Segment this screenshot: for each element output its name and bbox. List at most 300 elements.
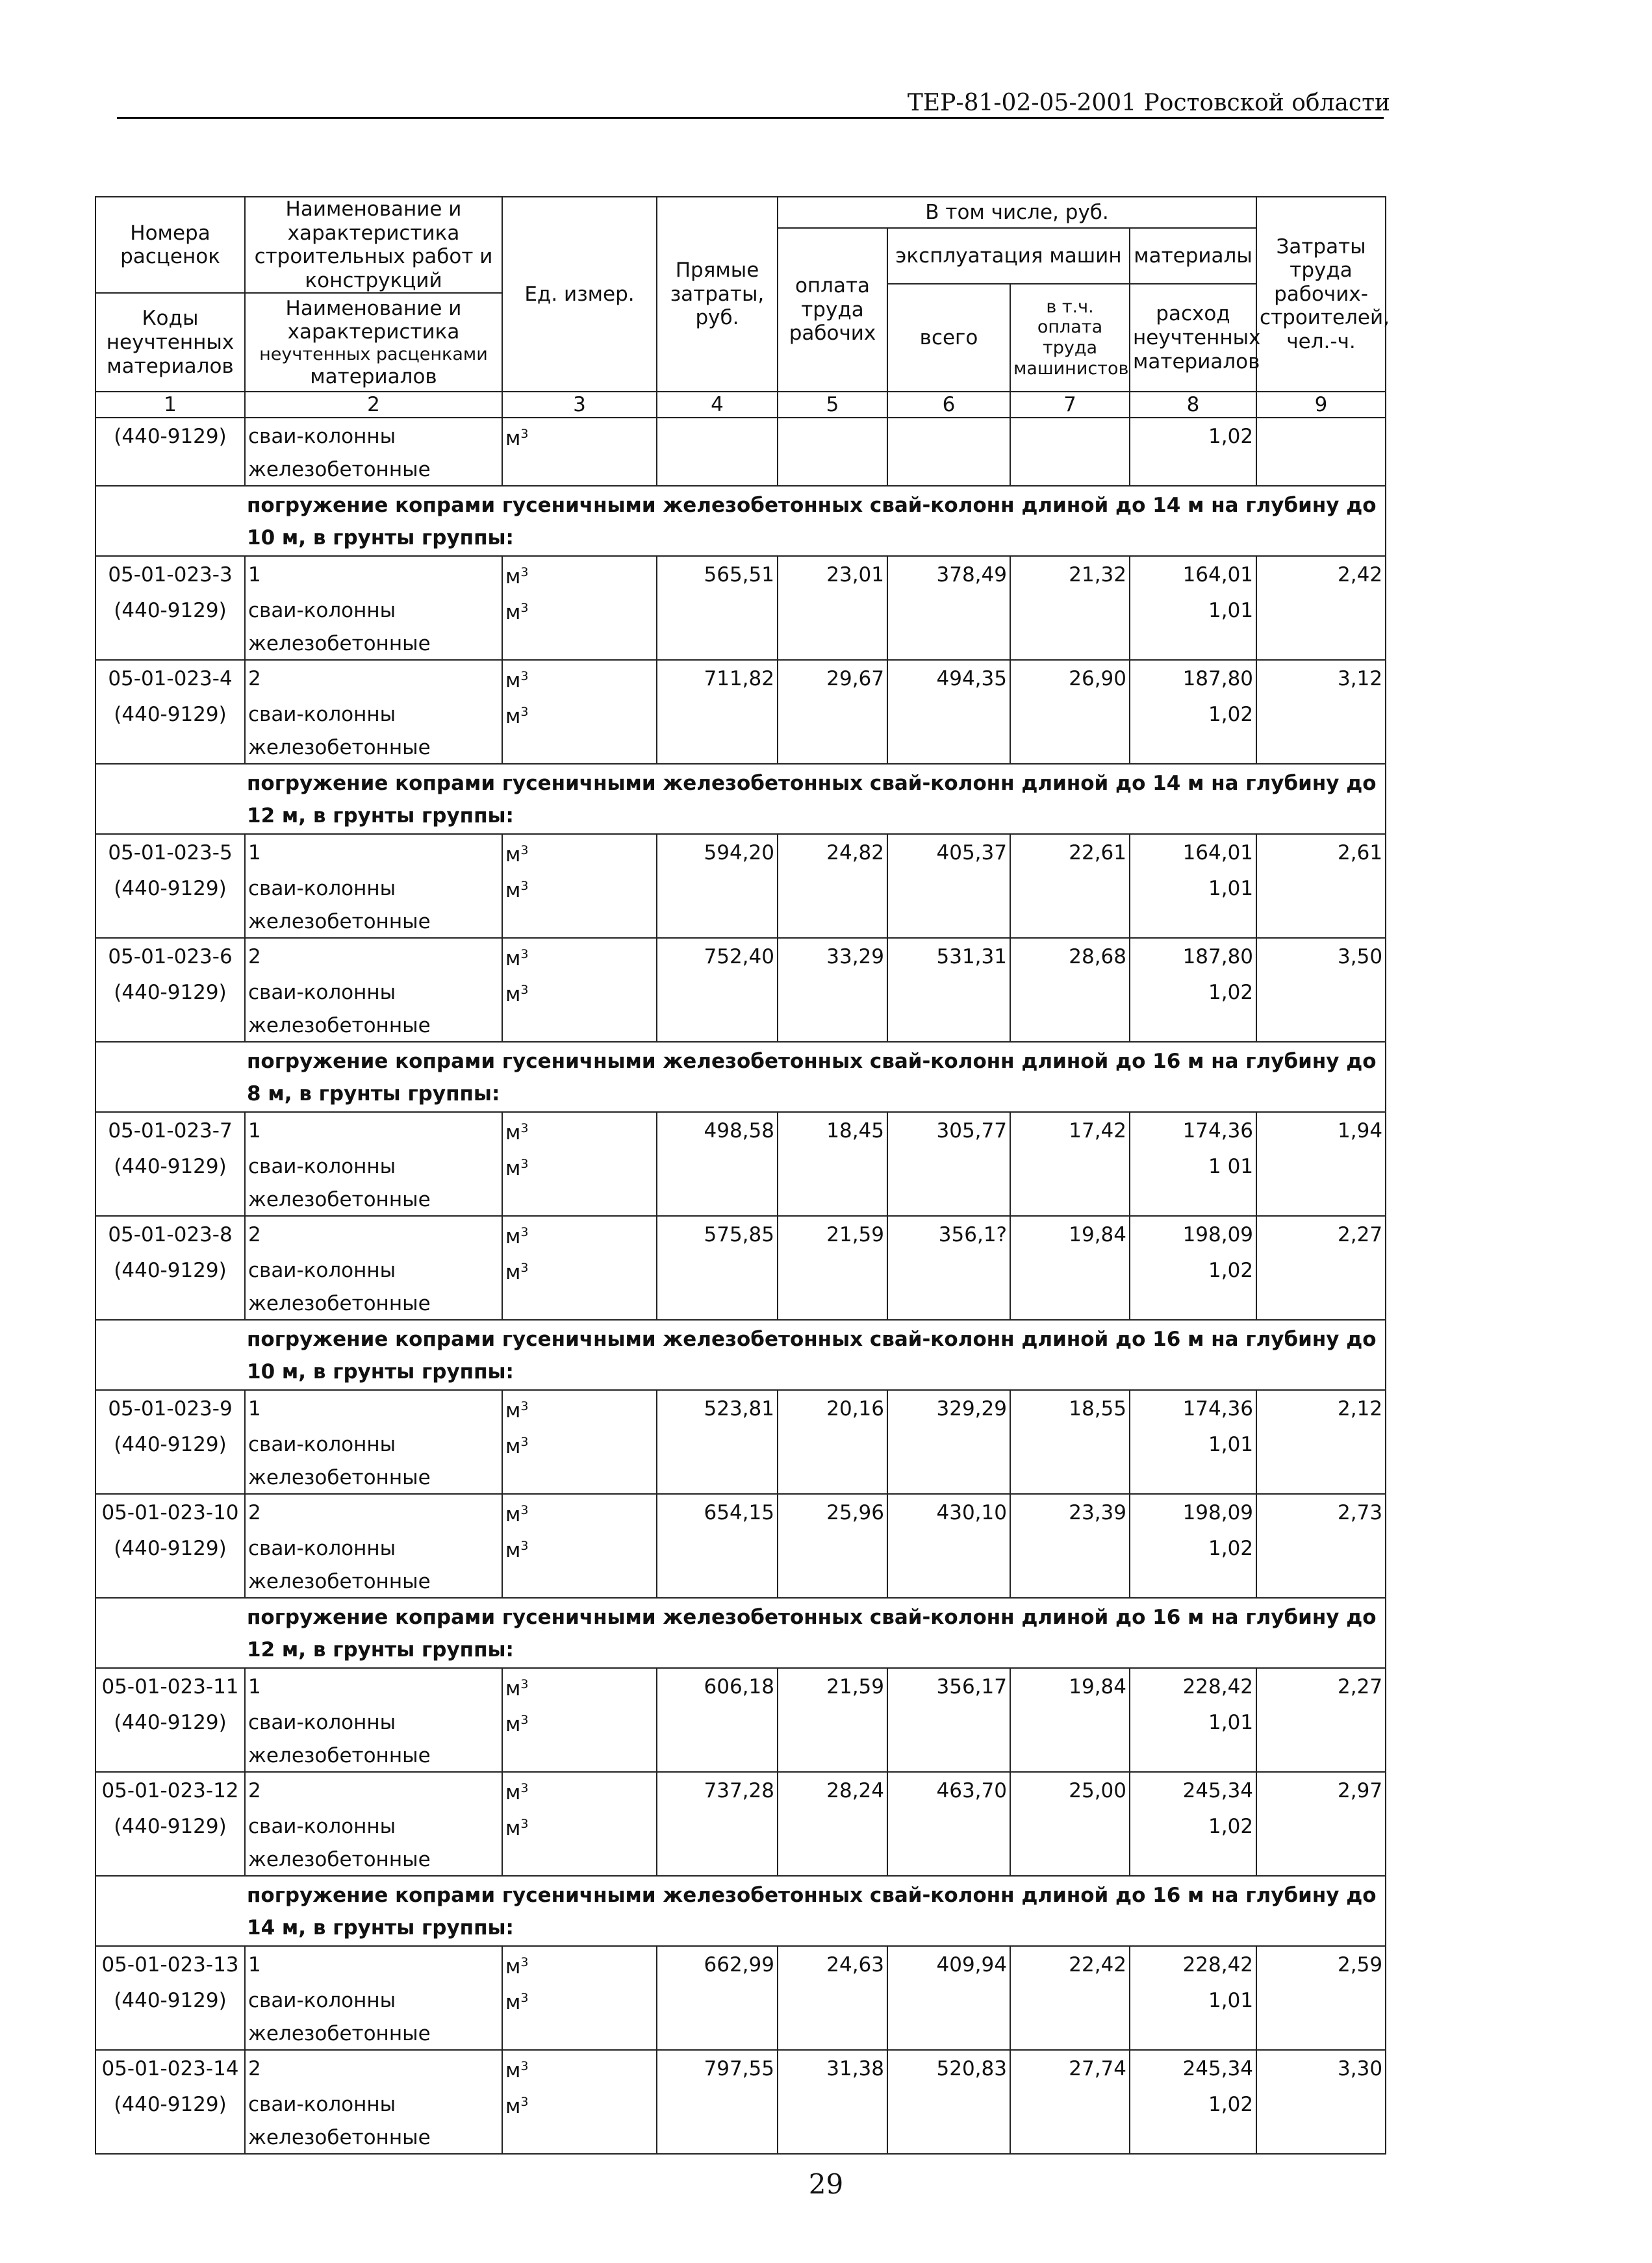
materials-value: 228,42: [1130, 1946, 1256, 1982]
empty-cell: [502, 454, 657, 486]
material-row-cont: [95, 1566, 1386, 1598]
empty-cell: [1010, 1288, 1130, 1320]
labor-pay-value: 28,24: [778, 1772, 887, 1808]
machines-total-value: 305,77: [887, 1112, 1010, 1148]
empty-cell: [1010, 1982, 1130, 2018]
material-unit: [502, 418, 657, 454]
empty-cell: [887, 1740, 1010, 1772]
rate-code: 05-01-023-4: [95, 660, 245, 696]
empty-cell: [887, 1010, 1010, 1042]
header-including: [778, 197, 1256, 228]
direct-costs-value: 565,51: [657, 556, 778, 592]
rate-row: [95, 2050, 1386, 2086]
empty-cell: [778, 1808, 887, 1844]
materials-value: 198,09: [1130, 1216, 1256, 1252]
rate-code: 05-01-023-13: [95, 1946, 245, 1982]
empty-cell: [887, 2122, 1010, 2154]
empty-cell: [95, 454, 245, 486]
header-total: [887, 284, 1010, 392]
material-row: [95, 1252, 1386, 1288]
empty-cell: [1010, 628, 1130, 660]
rates-table: [95, 196, 1390, 2155]
empty-cell: [1010, 418, 1130, 454]
material-name: сваи-колонны: [245, 870, 502, 906]
rate-unit: [502, 938, 657, 974]
rate-unit: [502, 1494, 657, 1530]
header-unit-label: Ед. измер.: [524, 282, 635, 306]
labor-hours-value: 1,94: [1256, 1112, 1386, 1148]
empty-cell: [887, 1704, 1010, 1740]
material-name: сваи-колонны: [245, 1530, 502, 1566]
empty-cell: [657, 870, 778, 906]
empty-cell: [887, 2018, 1010, 2050]
section-heading-row: [95, 486, 1386, 556]
rate-code: 05-01-023-3: [95, 556, 245, 592]
section-title: погружение копрами гусеничными железобетонных свай-колонн длиной до 16 м на глубину до 12 м, в грунты группы:: [95, 1598, 1386, 1668]
header-material-name-line-1: Наименование и характеристика: [285, 296, 462, 344]
unit-text: м: [505, 1399, 521, 1423]
rate-row: [95, 1668, 1386, 1704]
header-row-1: [95, 197, 1386, 228]
empty-cell: [887, 1982, 1010, 2018]
unit-text: м: [505, 1781, 521, 1805]
rate-row: [95, 660, 1386, 696]
empty-cell: [1130, 1566, 1256, 1598]
material-unit: [502, 1808, 657, 1844]
machinist-pay-value: 21,32: [1010, 556, 1130, 592]
labor-pay-value: 24,82: [778, 834, 887, 870]
unit-superscript: 3: [520, 1817, 529, 1832]
empty-cell: [1256, 732, 1386, 764]
machinist-pay-value: 22,42: [1010, 1946, 1130, 1982]
empty-cell: [778, 418, 887, 454]
empty-cell: [1010, 1252, 1130, 1288]
rate-unit: [502, 556, 657, 592]
empty-cell: [887, 1288, 1010, 1320]
empty-cell: [502, 2122, 657, 2154]
empty-cell: [657, 592, 778, 628]
rate-row: [95, 938, 1386, 974]
machines-total-value: 430,10: [887, 1494, 1010, 1530]
section-title: погружение копрами гусеничными железобетонных свай-колонн длиной до 16 м на глубину до 14 м, в грунты группы:: [95, 1876, 1386, 1946]
section-heading-row: [95, 1042, 1386, 1112]
empty-cell: [95, 1184, 245, 1216]
unit-superscript: 3: [520, 1121, 529, 1136]
labor-hours-value: 2,27: [1256, 1668, 1386, 1704]
header-rule: [117, 117, 1384, 119]
unit-text: м: [505, 669, 521, 693]
empty-cell: [657, 454, 778, 486]
material-row-cont: [95, 2018, 1386, 2050]
lead-material-row: [95, 418, 1386, 454]
labor-pay-value: 33,29: [778, 938, 887, 974]
materials-value: 164,01: [1130, 556, 1256, 592]
unit-text: м: [505, 1991, 521, 2015]
empty-cell: [1256, 1808, 1386, 1844]
empty-cell: [1256, 1982, 1386, 2018]
empty-cell: [1130, 732, 1256, 764]
empty-cell: [1256, 1462, 1386, 1494]
material-unit: [502, 2086, 657, 2122]
unit-text: м: [505, 2095, 521, 2119]
rate-code: 05-01-023-11: [95, 1668, 245, 1704]
empty-cell: [657, 906, 778, 938]
material-name-cont: железобетонные: [245, 628, 502, 660]
empty-cell: [1256, 592, 1386, 628]
labor-hours-value: 2,59: [1256, 1946, 1386, 1982]
unit-superscript: 3: [520, 1991, 529, 2006]
empty-cell: [887, 1252, 1010, 1288]
soil-group: 1: [245, 1668, 502, 1704]
empty-cell: [1256, 1184, 1386, 1216]
empty-cell: [1010, 1808, 1130, 1844]
empty-cell: [1010, 1740, 1130, 1772]
header-direct-costs: [657, 197, 778, 392]
empty-cell: [1256, 1252, 1386, 1288]
empty-cell: [95, 906, 245, 938]
soil-group: 2: [245, 660, 502, 696]
material-row-cont: [95, 1184, 1386, 1216]
empty-cell: [778, 1982, 887, 2018]
empty-cell: [1010, 906, 1130, 938]
empty-cell: [657, 1530, 778, 1566]
empty-cell: [1010, 1530, 1130, 1566]
empty-cell: [1010, 974, 1130, 1010]
empty-cell: [778, 2122, 887, 2154]
material-amount: 1,02: [1130, 1530, 1256, 1566]
labor-hours-value: 2,12: [1256, 1390, 1386, 1426]
rate-code: 05-01-023-10: [95, 1494, 245, 1530]
header-material-name: [245, 293, 502, 392]
header-material-name-line-2: неучтенных расценками: [259, 344, 488, 364]
empty-cell: [502, 906, 657, 938]
empty-cell: [1256, 974, 1386, 1010]
document-header-title: ТЕР-81-02-05-2001 Ростовской области: [907, 90, 1390, 116]
empty-cell: [657, 1808, 778, 1844]
empty-cell: [1010, 1566, 1130, 1598]
direct-costs-value: 654,15: [657, 1494, 778, 1530]
empty-cell: [1256, 696, 1386, 732]
empty-cell: [1256, 628, 1386, 660]
rate-code: 05-01-023-6: [95, 938, 245, 974]
machines-total-value: 494,35: [887, 660, 1010, 696]
empty-cell: [778, 1288, 887, 1320]
section-title: погружение копрами гусеничными железобетонных свай-колонн длиной до 16 м на глубину до 10 м, в грунты группы:: [95, 1320, 1386, 1390]
column-number: 8: [1130, 392, 1256, 418]
machines-total-value: 378,49: [887, 556, 1010, 592]
empty-cell: [778, 454, 887, 486]
empty-cell: [95, 2018, 245, 2050]
empty-cell: [657, 628, 778, 660]
column-number: 1: [95, 392, 245, 418]
header-rate-numbers: [95, 197, 245, 293]
materials-value: 174,36: [1130, 1390, 1256, 1426]
material-name: сваи-колонны: [245, 974, 502, 1010]
soil-group: 2: [245, 2050, 502, 2086]
empty-cell: [1010, 732, 1130, 764]
machinist-pay-value: 22,61: [1010, 834, 1130, 870]
material-amount: 1,01: [1130, 1982, 1256, 2018]
direct-costs-value: 594,20: [657, 834, 778, 870]
empty-cell: [778, 1426, 887, 1462]
empty-cell: [778, 1184, 887, 1216]
material-row: [95, 1982, 1386, 2018]
empty-cell: [887, 974, 1010, 1010]
labor-hours-value: 2,73: [1256, 1494, 1386, 1530]
direct-costs-value: 752,40: [657, 938, 778, 974]
empty-cell: [778, 870, 887, 906]
material-row: [95, 870, 1386, 906]
empty-cell: [778, 732, 887, 764]
unit-text: м: [505, 1435, 521, 1459]
unit-superscript: 3: [520, 1713, 529, 1728]
labor-pay-value: 20,16: [778, 1390, 887, 1426]
empty-cell: [778, 906, 887, 938]
soil-group: 1: [245, 1946, 502, 1982]
soil-group: 1: [245, 834, 502, 870]
material-name: сваи-колонны: [245, 1148, 502, 1184]
material-amount: 1,01: [1130, 870, 1256, 906]
section-title: погружение копрами гусеничными железобетонных свай-колонн длиной до 14 м на глубину до 12 м, в грунты группы:: [95, 764, 1386, 834]
material-amount: 1,01: [1130, 592, 1256, 628]
empty-cell: [887, 1462, 1010, 1494]
unit-text: м: [505, 1817, 521, 1841]
material-row-cont: [95, 1462, 1386, 1494]
empty-cell: [887, 628, 1010, 660]
machines-total-value: 520,83: [887, 2050, 1010, 2086]
empty-cell: [1010, 2018, 1130, 2050]
header-work-name: [245, 197, 502, 293]
empty-cell: [1010, 696, 1130, 732]
empty-cell: [887, 1530, 1010, 1566]
empty-cell: [1256, 418, 1386, 454]
material-amount: 1,02: [1130, 418, 1256, 454]
empty-cell: [1010, 1184, 1130, 1216]
material-unit: [502, 1148, 657, 1184]
header-direct-costs-label: Прямые затраты, руб.: [670, 259, 765, 330]
empty-cell: [502, 1462, 657, 1494]
direct-costs-value: 606,18: [657, 1668, 778, 1704]
empty-cell: [657, 1462, 778, 1494]
rate-unit: [502, 1390, 657, 1426]
machinist-pay-value: 26,90: [1010, 660, 1130, 696]
empty-cell: [502, 628, 657, 660]
direct-costs-value: 711,82: [657, 660, 778, 696]
empty-cell: [1010, 1426, 1130, 1462]
material-name: сваи-колонны: [245, 1982, 502, 2018]
material-amount: 1,02: [1130, 1252, 1256, 1288]
unit-superscript: 3: [520, 565, 529, 580]
header-codes-unaccounted: [95, 293, 245, 392]
unit-text: м: [505, 2059, 521, 2083]
empty-cell: [887, 1148, 1010, 1184]
section-heading-row: [95, 1320, 1386, 1390]
unit-text: м: [505, 843, 521, 867]
unit-superscript: 3: [520, 601, 529, 616]
empty-cell: [778, 1010, 887, 1042]
material-row: [95, 1704, 1386, 1740]
empty-cell: [1130, 1010, 1256, 1042]
labor-pay-value: 23,01: [778, 556, 887, 592]
material-row: [95, 974, 1386, 1010]
material-unit: [502, 974, 657, 1010]
material-unit: [502, 696, 657, 732]
empty-cell: [778, 1252, 887, 1288]
header-total-label: всего: [919, 325, 978, 349]
empty-cell: [1256, 454, 1386, 486]
unit-superscript: 3: [520, 947, 529, 962]
direct-costs-value: 523,81: [657, 1390, 778, 1426]
empty-cell: [1256, 1010, 1386, 1042]
header-labor-costs-label: Затраты труда рабочих-строителей, чел.-ч.: [1260, 234, 1390, 354]
header-codes-unaccounted-label: Коды неучтенных материалов: [106, 307, 235, 378]
empty-cell: [1010, 1704, 1130, 1740]
material-name-cont: железобетонные: [245, 1462, 502, 1494]
empty-cell: [1256, 1426, 1386, 1462]
materials-value: 228,42: [1130, 1668, 1256, 1704]
empty-cell: [1130, 1288, 1256, 1320]
rate-row: [95, 556, 1386, 592]
material-code: (440-9129): [95, 418, 245, 454]
material-amount: 1,01: [1130, 1426, 1256, 1462]
empty-cell: [95, 1844, 245, 1876]
labor-pay-value: 18,45: [778, 1112, 887, 1148]
rate-code: 05-01-023-14: [95, 2050, 245, 2086]
empty-cell: [1256, 1530, 1386, 1566]
empty-cell: [95, 1462, 245, 1494]
direct-costs-value: 662,99: [657, 1946, 778, 1982]
empty-cell: [657, 696, 778, 732]
machinist-pay-value: 28,68: [1010, 938, 1130, 974]
material-name-cont: железобетонные: [245, 906, 502, 938]
material-name: сваи-колонны: [245, 1808, 502, 1844]
rate-code: 05-01-023-8: [95, 1216, 245, 1252]
header-work-name-label: Наименование и характеристика строительных работ и конструкций: [254, 197, 493, 292]
material-row: [95, 2086, 1386, 2122]
empty-cell: [887, 1566, 1010, 1598]
empty-cell: [657, 1982, 778, 2018]
empty-cell: [1256, 2086, 1386, 2122]
machinist-pay-value: 23,39: [1010, 1494, 1130, 1530]
empty-cell: [887, 696, 1010, 732]
rate-unit: [502, 2050, 657, 2086]
header-machinist-pay: [1010, 284, 1130, 392]
unit-superscript: 3: [520, 1399, 529, 1414]
material-name: сваи-колонны: [245, 2086, 502, 2122]
empty-cell: [887, 418, 1010, 454]
empty-cell: [502, 1740, 657, 1772]
unit-superscript: 3: [520, 1225, 529, 1240]
header-unit: [502, 197, 657, 392]
empty-cell: [657, 1010, 778, 1042]
empty-cell: [778, 628, 887, 660]
unit-text: м: [505, 1225, 521, 1249]
material-code: (440-9129): [95, 2086, 245, 2122]
empty-cell: [95, 1566, 245, 1598]
empty-cell: [887, 1808, 1010, 1844]
empty-cell: [1010, 2122, 1130, 2154]
empty-cell: [778, 2086, 887, 2122]
empty-cell: [1010, 454, 1130, 486]
unit-superscript: 3: [520, 1539, 529, 1554]
material-row: [95, 1426, 1386, 1462]
material-code: (440-9129): [95, 1808, 245, 1844]
rate-unit: [502, 1216, 657, 1252]
unit-text: м: [505, 879, 521, 903]
material-code: (440-9129): [95, 1252, 245, 1288]
material-code: (440-9129): [95, 1426, 245, 1462]
unit-text: м: [505, 1713, 521, 1737]
empty-cell: [657, 1426, 778, 1462]
material-row-cont: [95, 1010, 1386, 1042]
empty-cell: [1010, 1462, 1130, 1494]
unit-text: м: [505, 1677, 521, 1701]
empty-cell: [1010, 592, 1130, 628]
machines-total-value: 405,37: [887, 834, 1010, 870]
machines-total-value: 329,29: [887, 1390, 1010, 1426]
unit-text: м: [505, 1955, 521, 1979]
header-unaccounted-consumption: [1130, 284, 1261, 392]
empty-cell: [778, 1704, 887, 1740]
material-amount: 1,02: [1130, 2086, 1256, 2122]
empty-cell: [657, 2018, 778, 2050]
machinist-pay-value: 17,42: [1010, 1112, 1130, 1148]
section-title: погружение копрами гусеничными железобетонных свай-колонн длиной до 14 м на глубину до 10 м, в грунты группы:: [95, 486, 1386, 556]
material-row-cont: [95, 732, 1386, 764]
unit-superscript: 3: [520, 427, 529, 442]
empty-cell: [1256, 1740, 1386, 1772]
rate-unit: [502, 660, 657, 696]
empty-cell: [95, 1740, 245, 1772]
rate-row: [95, 1946, 1386, 1982]
material-name-cont: железобетонные: [245, 732, 502, 764]
labor-hours-value: 2,42: [1256, 556, 1386, 592]
material-name: сваи-колонны: [245, 696, 502, 732]
empty-cell: [778, 592, 887, 628]
material-amount: 1,01: [1130, 1704, 1256, 1740]
empty-cell: [657, 1252, 778, 1288]
unit-superscript: 3: [520, 879, 529, 894]
material-name: сваи-колонны: [245, 418, 502, 454]
empty-cell: [657, 1148, 778, 1184]
unit-text: м: [505, 1503, 521, 1527]
material-row: [95, 696, 1386, 732]
empty-cell: [887, 906, 1010, 938]
empty-cell: [502, 2018, 657, 2050]
empty-cell: [778, 2018, 887, 2050]
unit-text: м: [505, 565, 521, 589]
header-material-name-line-3: материалов: [310, 364, 437, 388]
column-number-row: [95, 392, 1386, 418]
unit-superscript: 3: [520, 983, 529, 998]
rate-code: 05-01-023-12: [95, 1772, 245, 1808]
empty-cell: [1010, 2086, 1130, 2122]
empty-cell: [657, 1566, 778, 1598]
empty-cell: [657, 1288, 778, 1320]
unit-text: м: [505, 947, 521, 971]
unit-superscript: 3: [520, 1677, 529, 1692]
empty-cell: [1256, 1844, 1386, 1876]
empty-cell: [502, 1844, 657, 1876]
labor-hours-value: 2,61: [1256, 834, 1386, 870]
materials-value: 164,01: [1130, 834, 1256, 870]
section-heading-row: [95, 764, 1386, 834]
unit-text: м: [505, 983, 521, 1007]
labor-pay-value: 29,67: [778, 660, 887, 696]
empty-cell: [657, 2086, 778, 2122]
empty-cell: [887, 1844, 1010, 1876]
machinist-pay-value: 27,74: [1010, 2050, 1130, 2086]
